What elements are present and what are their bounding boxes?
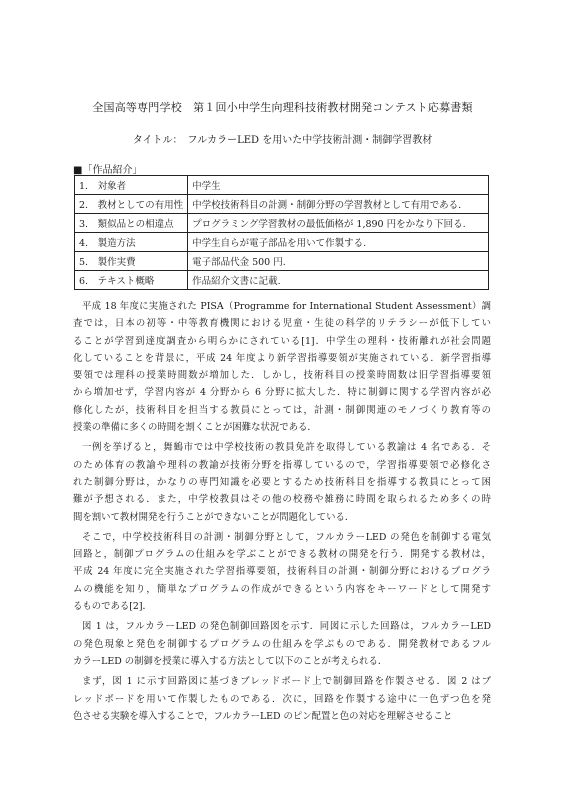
table-row — [75, 233, 489, 252]
paragraph-line: から増加せず，学習内容が 4 分野から 6 分野に拡大した．特に制御に関する学習内容が必 — [73, 387, 491, 399]
paragraph-line: 平成 24 年度に完全実施された学習指導要領，技術科目の計測・制御分野におけるプログラ — [73, 566, 491, 578]
table-key-cell: 4. 製造方法 — [75, 233, 188, 252]
paragraph-line: 図 1 は，フルカラーLED の発色制御回路図を示す．同図に示した回路は，フルカラーLED — [82, 621, 491, 633]
paragraph-line: まず，図 1 に示す回路図に基づきブレッドボード上で制御回路を作製させる．図 2 はブ — [82, 676, 491, 688]
table-value-cell: 中学生 — [188, 176, 489, 195]
work-summary-table — [74, 175, 489, 290]
paragraph-line: 間を割いて教材開発を行うことができないことが問題化している． — [73, 511, 355, 523]
paragraph-line: るものである[2]． — [73, 601, 152, 613]
paragraph-line: 要領では理科の授業時間数が増加した．しかし，技術科目の授業時間数は旧学習指導要領 — [73, 370, 491, 382]
paragraph-line: ムの機能を知り，簡単なプログラムの作成ができるという内容をキーワードとして開発す — [73, 583, 491, 595]
table-key-cell: 3. 類似品との相違点 — [75, 214, 188, 233]
paragraph-line: 回路と，制御プログラムの仕組みを学ぶことができる教材の開発を行う．開発する教材は， — [73, 549, 491, 561]
paragraph-line: の発色現象と発色を制御するプログラムの仕組みを学ぶものである．開発教材であるフル — [73, 638, 491, 650]
table-row — [75, 271, 489, 290]
paragraph — [73, 673, 491, 725]
table-row — [75, 195, 489, 214]
table-value-cell: 電子部品代金 500 円. — [188, 252, 489, 271]
table-value-cell: 作品紹介文書に記載. — [188, 271, 489, 290]
table-key-cell: 2. 教材としての有用性 — [75, 195, 188, 214]
paragraph-line: レッドボードを用いて作製したものである．次に，回路を作製する途中に一色ずつ色を発 — [73, 693, 491, 705]
document-title: 全国高等専門学校 第１回小中学生向理科技術教材開発コンテスト応募書類 — [92, 101, 473, 114]
paragraph-line: のため体育の教諭や理科の教諭が技術分野を指導しているので，学習指導要領で必修化さ — [73, 459, 491, 471]
paragraph-line: 化していることを背景に，平成 24 年度より新学習指導要領が実施されている．新学習指導 — [73, 352, 491, 364]
paragraph-line: そこで，中学校技術科目の計測・制御分野として，フルカラーLED の発色を制御する電気 — [82, 531, 491, 543]
paragraph — [73, 529, 491, 615]
table-key-cell: 1. 対象者 — [75, 176, 188, 195]
paragraph-line: ることが学習到達度調査から明らかにされている[1]．中学生の理科・技術離れが社会問題 — [73, 335, 491, 347]
table-key-cell: 6. テキスト概略 — [75, 271, 188, 290]
paragraph-line: 査では，日本の初等・中等教育機関における児童・生徒の科学的リテラシーが低下してい — [73, 318, 491, 330]
paragraph-line: 色させる実験を導入することで，フルカラーLED のピン配置と色の対応を理解させること — [73, 710, 453, 722]
paragraph-line: 授業の準備に多くの時間を割くことが困難な状況である． — [73, 422, 317, 434]
paragraph-line: 平成 18 年度に実施された PISA（Programme for International Student Assessment）調 — [82, 301, 491, 312]
table-row — [75, 252, 489, 271]
paragraph-line: 修化したが，技術科目を担当する教員にとっては，計測・制御関連のモノづくり教育等の — [73, 404, 491, 416]
paragraph — [73, 298, 491, 436]
table-value-cell: 中学生自らが電子部品を用いて作製する. — [188, 233, 489, 252]
paragraph-line: 一例を挙げると，舞鶴市では中学校技術の教員免許を取得している教諭は 4 名である．そ — [82, 442, 491, 454]
table-row — [75, 176, 489, 195]
table-key-cell: 5. 製作実費 — [75, 252, 188, 271]
paragraph-line: カラーLED の制御を授業に導入する方法として以下のことが考えられる． — [73, 655, 388, 667]
paragraph — [73, 439, 491, 525]
document-subtitle: タイトル： フルカラーLED を用いた中学技術計測・制御学習教材 — [132, 135, 433, 146]
paragraph — [73, 618, 491, 670]
table-row — [75, 214, 489, 233]
table-value-cell: プログラミング学習教材の最低価格が 1,890 円をかなり下回る. — [188, 214, 489, 233]
section-label: ■「作品紹介」 — [73, 165, 143, 176]
table-value-cell: 中学校技術科目の計測・制御分野の学習教材として有用である. — [188, 195, 489, 214]
body-text — [73, 298, 491, 728]
paragraph-line: れた制御分野は，かなりの専門知識を必要とするため技術科目を指導する教員にとって困 — [73, 476, 491, 488]
paragraph-line: 難が予想される．また，中学校教員はその他の校務や雑務に時間を取られるため多くの時 — [73, 494, 491, 506]
